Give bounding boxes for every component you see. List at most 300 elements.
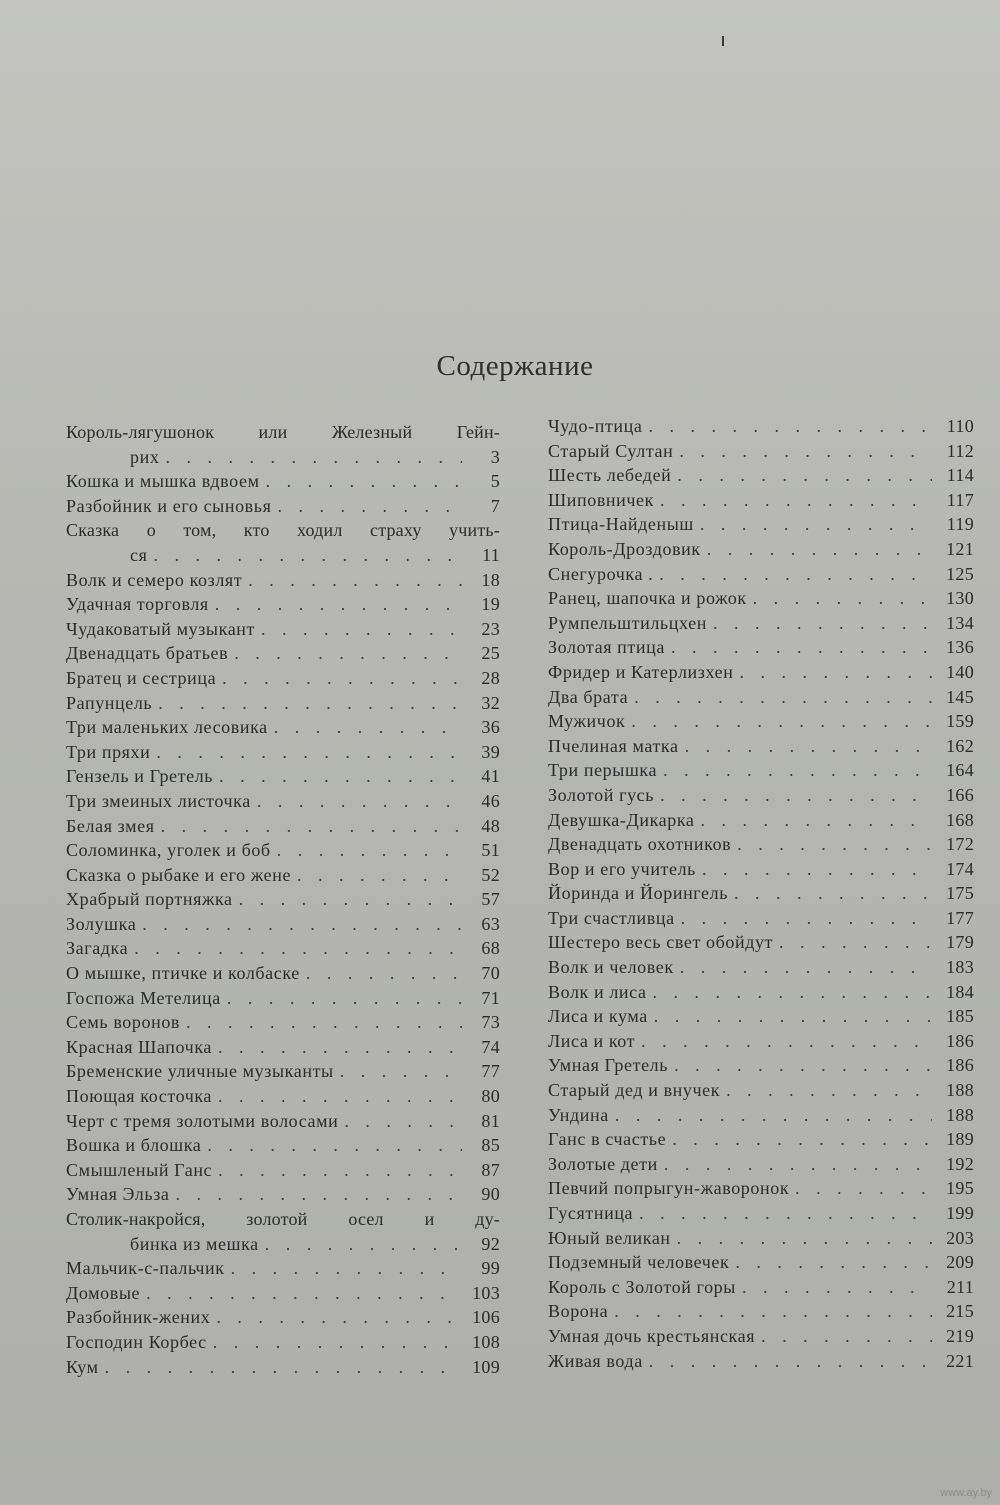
toc-entry-title: Живая вода [548,1350,643,1371]
toc-page-number: 48 [481,815,500,836]
toc-entry-title: Гензель и Гретель [66,766,214,787]
dot-leader [340,1059,462,1084]
dot-leader [213,1330,462,1355]
dot-leader [614,1299,932,1324]
toc-entry [548,1103,974,1128]
dot-leader [664,1152,932,1177]
toc-page-number: 110 [946,416,974,436]
dot-leader [677,1226,932,1251]
toc-page-number: 77 [481,1061,500,1082]
toc-entry [66,863,500,888]
toc-page-number: 125 [946,563,974,584]
toc-page-number: 32 [481,692,500,713]
toc-entry [66,1330,500,1355]
dot-leader [222,666,462,691]
toc-page-number: 185 [946,1006,974,1027]
toc-entry-title: Братец и сестрица [66,667,217,688]
dot-leader [156,740,462,765]
dot-leader [700,512,932,537]
toc-page-number: 68 [481,938,500,959]
toc-entry [66,961,500,986]
toc-entry-title: Король-Дроздовик [548,538,701,559]
toc-page-number: 159 [946,711,974,732]
toc-page-number: 162 [946,735,974,756]
dot-leader [660,488,932,513]
dot-leader [680,955,932,980]
toc-entry-title: Поющая косточка [66,1086,213,1107]
toc-page-number: 215 [946,1301,974,1322]
toc-entry-title: Золотые дети [548,1153,658,1174]
toc-page-number: 63 [481,913,500,934]
toc-page-number: 199 [946,1203,974,1223]
toc-entry [548,635,974,660]
toc-page-number: 74 [481,1036,500,1057]
dot-leader [702,857,932,882]
dot-leader [649,1349,932,1374]
toc-page-number: 108 [472,1331,500,1352]
dot-leader [739,660,932,685]
toc-entry-title-line: Столик-накройся, золотой осел и ду- [66,1209,500,1229]
toc-entry-title: Пчелиная матка [548,735,679,756]
toc-entry-title: Лиса и кот [548,1030,636,1051]
toc-entry-title-line: Сказка о том, кто ходил страху учить- [66,520,500,541]
toc-entry-title: Йоринда и Йорингель [548,883,729,904]
toc-page-number: 80 [481,1086,500,1107]
toc-page-number: 3 [490,446,500,467]
toc-entry [66,1207,500,1256]
toc-entry-title: Птица-Найденыш [548,514,694,535]
dot-leader [677,463,932,488]
toc-entry-title: Разбойник и его сыновья [66,495,272,516]
toc-entry-title: Кум [66,1356,99,1377]
dot-leader [142,912,462,937]
toc-entry-title: Юный великан [548,1227,671,1248]
dot-leader [277,494,462,519]
toc-entry [548,1250,974,1275]
toc-entry [548,1226,974,1251]
dot-leader [176,1182,463,1207]
toc-entry [66,1059,500,1084]
toc-entry [66,568,500,593]
toc-page-number: 211 [946,1276,974,1297]
dot-leader [218,1158,462,1183]
dot-leader [306,961,462,986]
toc-page-number: 188 [946,1080,974,1101]
toc-entry [66,838,500,863]
dot-leader [641,1029,932,1054]
toc-entry [66,936,500,961]
dot-leader [701,808,932,833]
toc-entry [66,986,500,1011]
toc-entry [548,1152,974,1177]
toc-entry-title-line: Король-лягушонок или Железный Гейн- [66,422,500,442]
toc-entry [548,734,974,759]
toc-entry-title: Домовые [66,1282,141,1303]
toc-entry-title: Девушка-Дикарка [548,809,695,830]
toc-entry [66,1281,500,1306]
toc-page-number: 221 [946,1350,974,1371]
toc-entry [548,1299,974,1324]
toc-entry-title: Красная Шапочка [66,1036,212,1057]
toc-entry [548,611,974,636]
dot-leader [648,414,932,439]
toc-entry-title: Смышленый Ганс [66,1159,213,1180]
toc-page-number: 57 [481,889,500,910]
dot-leader [218,1084,462,1109]
dot-leader [215,592,462,617]
toc-entry [66,764,500,789]
dot-leader [672,1127,932,1152]
toc-page-number: 109 [472,1356,500,1377]
dot-leader [734,881,932,906]
toc-page-number: 85 [481,1135,500,1156]
toc-page-number: 36 [481,717,500,738]
toc-page-number: 177 [946,907,974,928]
dot-leader [631,709,932,734]
toc-page-number: 166 [946,784,974,805]
toc-entry [66,1256,500,1281]
dot-leader [639,1201,932,1226]
toc-page-number: 134 [946,612,974,633]
toc-entry-title: Волк и человек [548,957,674,978]
toc-page-number: 112 [946,440,974,461]
toc-page-number: 195 [946,1178,974,1199]
toc-entry-title: Ундина [548,1104,609,1125]
dot-leader [685,734,932,759]
toc-page-number: 164 [946,760,974,781]
dot-leader [615,1103,932,1128]
page-title: Содержание [436,350,594,382]
toc-page-number: 179 [946,932,974,953]
dot-leader [707,537,932,562]
toc-entry [548,955,974,980]
dot-leader [297,863,462,888]
toc-entry-title: Золушка [66,913,137,934]
dot-leader [231,1256,462,1281]
toc-page-number: 52 [481,864,500,885]
toc-entry-title: Ганс в счастье [548,1129,667,1150]
toc-entry [66,1010,500,1035]
toc-entry [66,592,500,617]
toc-entry-title: Чудо-птица [548,416,643,436]
toc-entry-title: Сказка о рыбаке и его жене [66,864,292,885]
toc-entry-title: Подземный человечек [548,1252,730,1273]
dot-leader [726,1078,932,1103]
toc-page-number: 183 [946,957,974,978]
toc-page-number: 140 [946,661,974,682]
toc-page-number: 172 [946,834,974,855]
dot-leader [219,764,462,789]
ink-mark [722,36,724,46]
toc-entry-title: Три маленьких лесовика [66,717,268,738]
toc-entry-title: Вор и его учитель [548,858,696,879]
toc-entry-title: Умная Гретель [548,1055,669,1076]
dot-leader [134,936,462,961]
toc-entry [548,1029,974,1054]
dot-leader [761,1324,932,1349]
dot-leader [735,1250,932,1275]
toc-entry-title: Фридер и Катерлизхен [548,661,734,682]
toc-page-number: 46 [481,790,500,811]
toc-page-number: 168 [946,809,974,830]
dot-leader [742,1275,932,1300]
toc-entry-title: Золотая птица [548,637,665,658]
toc-entry-title: Господин Корбес [66,1331,207,1352]
toc-entry [548,512,974,537]
toc-entry [66,420,500,469]
toc-entry [548,1324,974,1349]
toc-page-number: 87 [481,1159,500,1180]
dot-leader [165,445,462,470]
toc-entry [548,1176,974,1201]
toc-entry [548,857,974,882]
toc-page-number: 28 [481,667,500,688]
toc-column-right [548,414,974,1373]
toc-page-number: 5 [490,471,500,492]
toc-page-number: 81 [481,1110,500,1131]
toc-entry-title: Загадка [66,938,129,959]
toc-entry [548,1349,974,1374]
toc-entry-title: Румпельштильцхен [548,612,707,633]
dot-leader [227,986,462,1011]
toc-entry-title: Мужичок [548,711,626,732]
toc-entry [548,1127,974,1152]
toc-entry [66,1109,500,1134]
toc-entry [66,617,500,642]
toc-page-number: 106 [472,1307,500,1328]
toc-page-number: 174 [946,858,974,879]
toc-entry [548,586,974,611]
toc-entry-title: Волк и семеро козлят [66,569,243,590]
toc-entry [66,814,500,839]
dot-leader [653,980,932,1005]
toc-page-number: 186 [946,1055,974,1076]
toc-page-number: 219 [946,1325,974,1346]
toc-page-number: 19 [481,594,500,615]
toc-entry [548,414,974,439]
toc-entry [548,488,974,513]
dot-leader [239,887,462,912]
dot-leader [265,1232,462,1257]
dot-leader [105,1355,462,1380]
toc-page-number: 189 [946,1129,974,1150]
toc-entry [66,469,500,494]
toc-entry-title: Храбрый портняжка [66,889,233,910]
toc-page-number: 119 [946,514,974,535]
dot-leader [261,617,462,642]
toc-entry [66,518,500,567]
toc-page-number: 184 [946,981,974,1002]
toc-entry [548,783,974,808]
toc-entry-title: Золотой гусь [548,784,655,805]
toc-page-number: 121 [946,538,974,559]
toc-entry [66,494,500,519]
toc-page-number: 18 [481,569,500,590]
dot-leader [146,1281,462,1306]
toc-entry-title: Соломинка, уголек и боб [66,840,271,861]
toc-page-number: 188 [946,1104,974,1125]
toc-entry-title: Кошка и мышка вдвоем [66,471,260,492]
toc-entry-title: Двенадцать охотников [548,834,732,855]
dot-leader [671,635,932,660]
toc-entry-title: Семь воронов [66,1012,181,1033]
toc-page-number: 23 [481,618,500,639]
toc-page-number: 70 [481,963,500,984]
toc-entry [66,1133,500,1158]
toc-page-number: 103 [472,1282,500,1303]
toc-entry-title: Ранец, шапочка и рожок [548,588,747,609]
toc-entry-title: Три счастливца [548,907,675,928]
toc-page-number: 145 [946,686,974,707]
toc-entry-title: Шесть лебедей [548,465,672,486]
toc-page-number: 114 [946,465,974,486]
dot-leader [274,715,462,740]
dot-leader [186,1010,462,1035]
toc-entry [66,912,500,937]
toc-page-number: 192 [946,1153,974,1174]
toc-page-number: 136 [946,637,974,658]
dot-leader [234,641,462,666]
toc-entry [548,463,974,488]
toc-page-number: 11 [482,544,500,565]
toc-entry-title: О мышке, птичке и колбаске [66,963,300,984]
toc-entry-title-continuation: ся [130,544,148,565]
dot-leader [634,685,932,710]
toc-entry-title: Гусятница [548,1203,634,1223]
toc-entry [548,1275,974,1300]
toc-page-number: 25 [481,643,500,664]
toc-entry [66,1084,500,1109]
dot-leader [158,691,462,716]
dot-leader [795,1176,932,1201]
toc-page-number: 7 [490,495,500,516]
dot-leader [659,562,932,587]
toc-entry-title: Вошка и блошка [66,1135,202,1156]
toc-entry [548,537,974,562]
toc-entry [548,1078,974,1103]
toc-entry [548,562,974,587]
toc-entry [66,1035,500,1060]
toc-entry [548,832,974,857]
toc-entry [548,930,974,955]
toc-entry-title: Удачная торговля [66,594,209,615]
dot-leader [660,783,932,808]
toc-page-number: 71 [481,987,500,1008]
toc-entry-title: Госпожа Метелица [66,987,221,1008]
toc-entry-title: Чудаковатый музыкант [66,618,255,639]
dot-leader [737,832,932,857]
toc-entry [66,887,500,912]
toc-entry-title: Мальчик-с-пальчик [66,1258,225,1279]
toc-page-number: 130 [946,588,974,609]
dot-leader [266,469,462,494]
watermark: www.ay.by [940,1487,992,1499]
dot-leader [654,1004,932,1029]
toc-entry-title: Белая змея [66,815,155,836]
toc-entry [548,1004,974,1029]
toc-entry-title: Двенадцать братьев [66,643,229,664]
dot-leader [153,543,462,568]
dot-leader [248,568,462,593]
toc-page-number: 39 [481,741,500,762]
toc-page-number: 209 [946,1252,974,1273]
toc-page-number: 117 [946,489,974,510]
toc-entry-title-continuation: бинка из мешка [130,1233,259,1254]
toc-entry [66,1355,500,1380]
toc-entry-title: Два брата [548,686,629,707]
dot-leader [681,906,932,931]
toc-page-number: 175 [946,883,974,904]
dot-leader [713,611,932,636]
toc-entry [66,740,500,765]
toc-entry-title: Волк и лиса [548,981,647,1002]
toc-entry-title-continuation: рих [130,446,160,467]
toc-page-number: 92 [481,1233,500,1254]
dot-leader [218,1035,462,1060]
toc-entry-title: Бременские уличные музыканты [66,1061,334,1082]
dot-leader [207,1133,462,1158]
toc-page-number: 51 [481,840,500,861]
toc-entry [548,758,974,783]
toc-entry [548,881,974,906]
toc-entry [548,906,974,931]
toc-entry-title: Черт с тремя золотыми волосами [66,1110,339,1131]
toc-entry [66,1182,500,1207]
dot-leader [161,814,462,839]
dot-leader [753,586,932,611]
toc-entry-title: Три пряхи [66,741,151,762]
toc-column-left [66,420,500,1379]
toc-entry [548,685,974,710]
toc-entry-title: Снегурочка . [548,563,654,584]
toc-entry-title: Старый Султан [548,440,674,461]
toc-entry [66,1305,500,1330]
toc-entry [548,980,974,1005]
toc-entry [66,1158,500,1183]
toc-entry-title: Умная Эльза [66,1184,170,1205]
toc-entry-title: Разбойник-жених [66,1307,211,1328]
toc-entry [66,666,500,691]
toc-entry-title: Шиповничек [548,489,654,510]
toc-entry [548,1201,974,1226]
toc-entry-title: Шестеро весь свет обойдут [548,932,774,953]
toc-entry [66,641,500,666]
toc-entry-title: Три змеиных листочка [66,790,251,811]
toc-page-number: 41 [481,766,500,787]
toc-page-number: 186 [946,1030,974,1051]
dot-leader [679,439,932,464]
toc-page-number: 203 [946,1227,974,1248]
toc-entry [66,715,500,740]
toc-entry-title: Ворона [548,1301,609,1322]
dot-leader [674,1053,932,1078]
toc-entry-title: Лиса и кума [548,1006,648,1027]
toc-entry-title: Умная дочь крестьянская [548,1325,756,1346]
toc-entry [548,660,974,685]
toc-entry [548,1053,974,1078]
toc-entry-title: Три перышка [548,760,658,781]
dot-leader [277,838,462,863]
toc-page-number: 73 [481,1012,500,1033]
toc-entry [66,691,500,716]
toc-entry-title: Рапунцель [66,692,153,713]
dot-leader [216,1305,462,1330]
toc-page-number: 90 [481,1184,500,1205]
toc-entry-title: Король с Золотой горы [548,1276,736,1297]
toc-entry [548,709,974,734]
toc-entry [548,808,974,833]
toc-entry [66,789,500,814]
